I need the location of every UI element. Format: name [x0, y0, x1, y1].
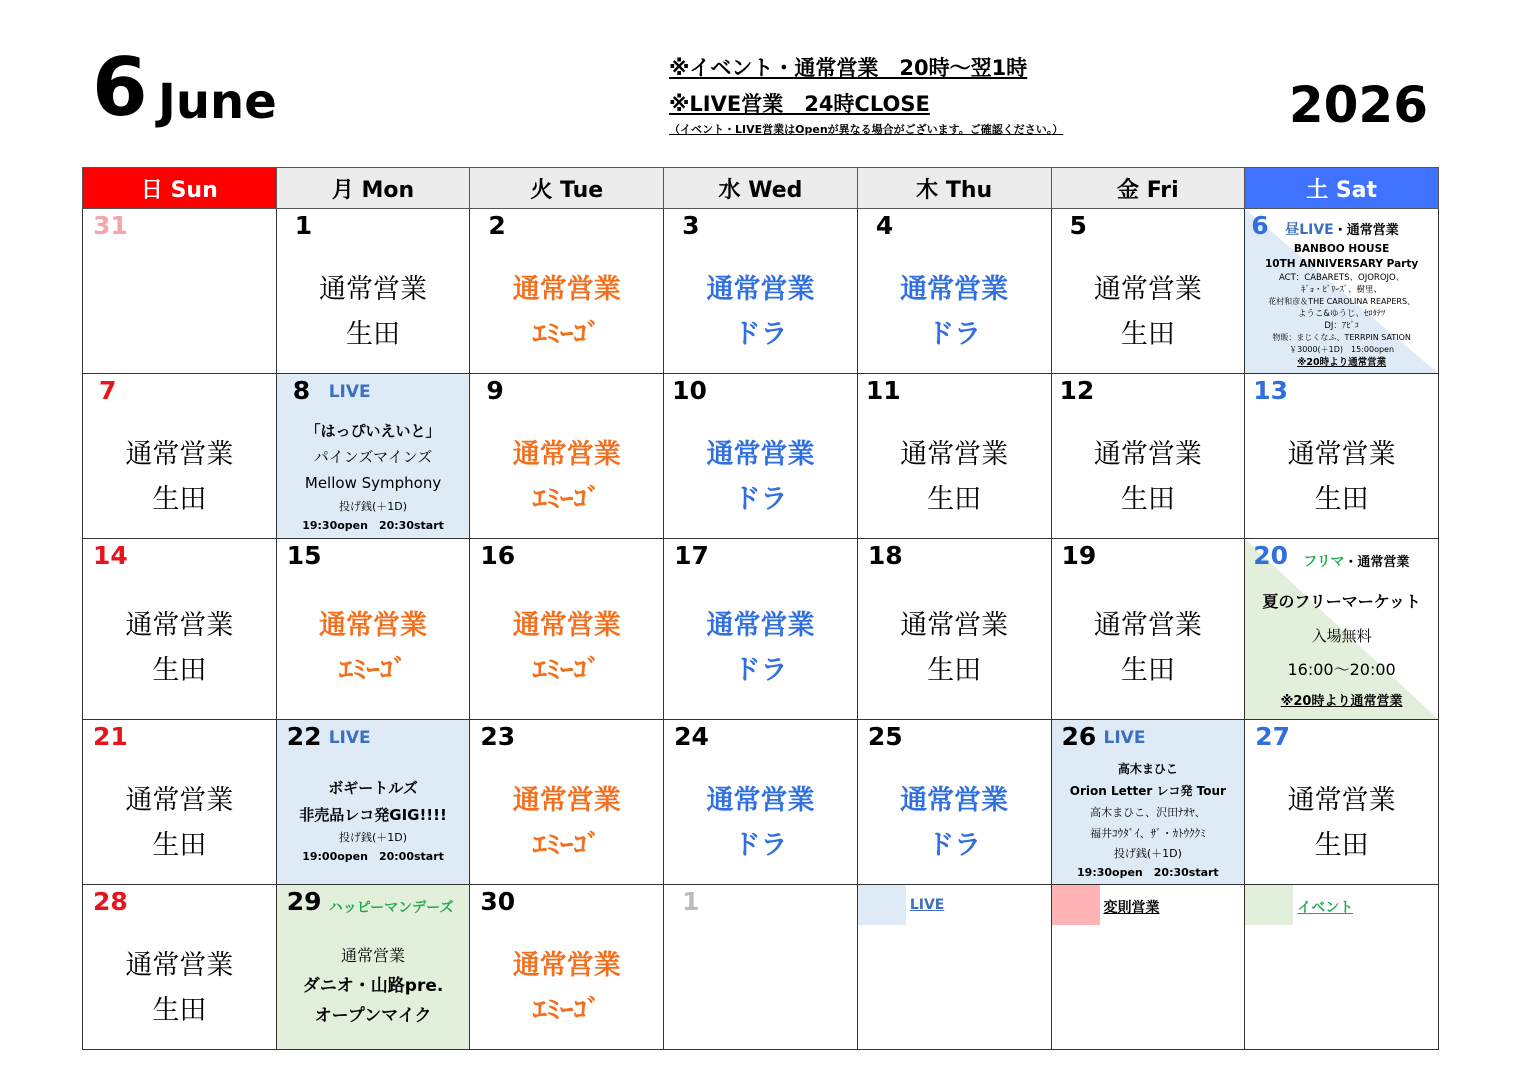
day-cell-9 — [470, 374, 664, 539]
hours-note-disclaimer: （イベント・LIVE営業はOpenが異なる場合がございます。ご確認ください。） — [669, 123, 1064, 136]
legend-irregular — [1051, 885, 1245, 1050]
day-number: 19 — [1061, 541, 1097, 570]
regular-label: 通常営業 — [319, 610, 428, 641]
staff-label: 生田 — [1120, 655, 1175, 686]
regular-label: 通常営業 — [125, 610, 234, 641]
day-number: 1 — [682, 887, 700, 916]
event-time: 16:00～20:00 — [1287, 660, 1396, 679]
day-cell-10 — [664, 374, 858, 539]
day-number: 30 — [480, 887, 516, 916]
day-number: 22 — [286, 722, 322, 751]
day-number: 18 — [867, 541, 903, 570]
staff-label: 生田 — [927, 484, 982, 515]
day-number: 17 — [674, 541, 709, 570]
staff-label: 生田 — [927, 655, 982, 686]
day-number: 13 — [1253, 376, 1289, 405]
week-row — [83, 374, 1439, 539]
live-tag: LIVE — [328, 728, 371, 748]
regular-label: 通常営業 — [1287, 439, 1396, 470]
day-cell-5 — [1051, 209, 1245, 374]
hours-note-event: ※イベント・通常営業 20時～翌1時 — [669, 56, 1028, 80]
event-time: 19:30open 20:30start — [1077, 866, 1219, 879]
legend-irregular-label: 変則営業 — [1103, 900, 1160, 916]
regular-label: 通常営業 — [1093, 610, 1202, 641]
day-number: 24 — [674, 722, 709, 751]
regular-label: 通常営業 — [512, 950, 621, 981]
day-cell-17 — [664, 539, 858, 720]
regular-label: 通常営業 — [900, 439, 1009, 470]
day-cell-27 — [1245, 720, 1439, 885]
day-number: 29 — [286, 887, 322, 916]
legend-event-label: イベント — [1297, 900, 1354, 916]
staff-label: ｴﾐｰｺﾞ — [533, 655, 601, 686]
day-cell-6 — [1245, 209, 1439, 374]
regular-label: 通常営業 — [512, 274, 621, 305]
day-cell-18 — [857, 539, 1051, 720]
regular-label: 通常営業 — [900, 610, 1009, 641]
day-number: 7 — [99, 376, 117, 405]
staff-label: 生田 — [1120, 484, 1175, 515]
day-number: 11 — [865, 376, 901, 405]
event-act: ｷﾞｮ・ﾋﾞﾘｰｽﾞ、樹里、 — [1301, 285, 1382, 295]
regular-label: 通常営業 — [900, 274, 1009, 305]
staff-label: 生田 — [346, 319, 401, 350]
regular-label: 通常営業 — [706, 274, 815, 305]
day-number: 12 — [1059, 376, 1095, 405]
event-vendor: 物販：まじくなふ、TERRPIN SATION — [1272, 333, 1411, 342]
day-number: 15 — [286, 541, 322, 570]
event-title: ダニオ・山路pre. — [302, 976, 444, 996]
weekday-sat: 土 Sat — [1245, 168, 1439, 209]
staff-label: ドラ — [733, 319, 788, 350]
event-type-tag: 昼LIVE・通常営業 — [1285, 222, 1399, 238]
event-act: ようこ&ゆうじ、ｾﾛﾀﾃﾂ — [1297, 309, 1386, 319]
weekday-fri: 金 Fri — [1051, 168, 1245, 209]
event-subtitle: Orion Letter レコ発 Tour — [1069, 784, 1226, 798]
event-artist: Mellow Symphony — [304, 474, 442, 492]
day-cell-12 — [1051, 374, 1245, 539]
day-number: 25 — [867, 722, 903, 751]
day-cell-4 — [857, 209, 1051, 374]
day-cell-25 — [857, 720, 1051, 885]
legend-event — [1245, 885, 1439, 1050]
weekday-mon: 月 Mon — [276, 168, 470, 209]
day-cell-26 — [1051, 720, 1245, 885]
week-row — [83, 539, 1439, 720]
day-cell-15 — [276, 539, 470, 720]
staff-label: ｴﾐｰｺﾞ — [533, 319, 601, 350]
staff-label: ドラ — [733, 830, 788, 861]
legend-irregular-swatch — [1052, 885, 1100, 925]
staff-label: ドラ — [733, 655, 788, 686]
event-title: 「はっぴいえいと」 — [305, 422, 441, 440]
day-cell-1 — [276, 209, 470, 374]
day-cell-30 — [470, 885, 664, 1050]
day-cell-28 — [83, 885, 277, 1050]
day-number: 28 — [93, 887, 128, 916]
regular-label: 通常営業 — [1093, 274, 1202, 305]
event-note: ※20時より通常営業 — [1297, 357, 1387, 368]
event-price: ￥3000(＋1D) 15:00open — [1289, 345, 1395, 354]
day-cell-20 — [1245, 539, 1439, 720]
regular-label: 通常営業 — [125, 439, 234, 470]
regular-label: 通常営業 — [706, 439, 815, 470]
regular-label: 通常営業 — [125, 785, 234, 816]
day-cell-21 — [83, 720, 277, 885]
regular-label: 通常営業 — [1093, 439, 1202, 470]
day-number: 5 — [1069, 211, 1087, 240]
day-cell-22 — [276, 720, 470, 885]
day-number: 1 — [294, 211, 313, 240]
event-title: 高木まひこ — [1117, 762, 1178, 776]
day-number: 4 — [875, 211, 894, 240]
month-name: June — [158, 74, 277, 130]
event-admission: 入場無料 — [1311, 627, 1372, 645]
legend-live — [857, 885, 1051, 1050]
regular-label: 通常営業 — [512, 610, 621, 641]
day-number: 2 — [488, 211, 506, 240]
staff-label: 生田 — [1314, 830, 1369, 861]
week-row — [83, 885, 1439, 1050]
regular-label: 通常営業 — [706, 610, 815, 641]
event-artist: 福井ｺｳﾀﾞｲ、ｻﾞ・ｶﾄｳｸｸﾐ — [1090, 827, 1206, 840]
year: 2026 — [1288, 76, 1428, 134]
hours-note-live: ※LIVE営業 24時CLOSE — [669, 92, 930, 116]
day-cell-24 — [664, 720, 858, 885]
regular-label: 通常営業 — [1287, 785, 1396, 816]
legend-live-swatch — [858, 885, 906, 925]
event-subtitle: オープンマイク — [314, 1006, 432, 1026]
staff-label: ドラ — [733, 484, 788, 515]
weekday-thu: 木 Thu — [857, 168, 1051, 209]
event-artist: パインズマインズ — [313, 448, 433, 466]
staff-label: 生田 — [152, 830, 207, 861]
legend-event-swatch — [1245, 885, 1293, 925]
day-cell-7 — [83, 374, 277, 539]
day-cell-16 — [470, 539, 664, 720]
event-title: 夏のフリーマーケット — [1262, 592, 1421, 611]
weekday-sun: 日 Sun — [83, 168, 277, 209]
staff-label: 生田 — [1314, 484, 1369, 515]
day-cell-11 — [857, 374, 1051, 539]
day-cell-3 — [664, 209, 858, 374]
regular-label: 通常営業 — [341, 946, 406, 965]
regular-label: 通常営業 — [319, 274, 428, 305]
day-cell-2 — [470, 209, 664, 374]
event-artist: 高木まひこ、沢田ﾅｵﾔ、 — [1090, 806, 1206, 819]
regular-label: 通常営業 — [900, 785, 1009, 816]
regular-label: 通常営業 — [125, 950, 234, 981]
month-number: 6 — [92, 41, 148, 134]
event-title: ボギートルズ — [328, 779, 418, 797]
day-cell-19 — [1051, 539, 1245, 720]
staff-label: ｴﾐｰｺﾞ — [533, 995, 601, 1026]
day-cell-13 — [1245, 374, 1439, 539]
day-cell-14 — [83, 539, 277, 720]
staff-label: ｴﾐｰｺﾞ — [533, 484, 601, 515]
day-cell-prev-31 — [83, 209, 277, 374]
live-tag: LIVE — [328, 382, 371, 402]
event-fee: 投げ銭(＋1D) — [339, 500, 408, 513]
day-number: 8 — [292, 376, 311, 405]
week-row — [83, 720, 1439, 885]
day-number: 3 — [682, 211, 700, 240]
event-subtitle: 10TH ANNIVERSARY Party — [1265, 258, 1419, 270]
day-cell-29 — [276, 885, 470, 1050]
staff-label: 生田 — [152, 995, 207, 1026]
event-time: 19:00open 20:00start — [302, 850, 444, 863]
live-tag: LIVE — [1103, 728, 1146, 748]
staff-label: ｴﾐｰｺﾞ — [339, 655, 407, 686]
week-row — [83, 209, 1439, 374]
staff-label: 生田 — [152, 484, 207, 515]
staff-label: 生田 — [152, 655, 207, 686]
day-number: 23 — [480, 722, 516, 751]
event-act: 花村和彦＆THE CAROLINA REAPERS、 — [1268, 297, 1416, 306]
legend-live-label: LIVE — [909, 897, 945, 913]
weekday-tue: 火 Tue — [470, 168, 664, 209]
calendar-grid — [82, 167, 1439, 1050]
event-type-tag: フリマ・通常営業 — [1303, 554, 1410, 570]
day-number: 26 — [1061, 722, 1097, 751]
regular-label: 通常営業 — [706, 785, 815, 816]
day-number: 6 — [1251, 211, 1269, 240]
regular-label: 通常営業 — [512, 439, 621, 470]
day-cell-next-1 — [664, 885, 858, 1050]
regular-label: 通常営業 — [512, 785, 621, 816]
event-title: BANBOO HOUSE — [1293, 243, 1390, 255]
day-cell-23 — [470, 720, 664, 885]
event-fee: 投げ銭(＋1D) — [1113, 847, 1182, 860]
day-number: 14 — [93, 541, 128, 570]
staff-label: ｴﾐｰｺﾞ — [533, 830, 601, 861]
staff-label: ドラ — [927, 319, 982, 350]
day-number: 9 — [486, 376, 504, 405]
day-number: 10 — [672, 376, 707, 405]
staff-label: 生田 — [1120, 319, 1175, 350]
holiday-tag: ハッピーマンデーズ — [328, 900, 454, 916]
staff-label: ドラ — [927, 830, 982, 861]
event-subtitle: 非売品レコ発GIG!!!! — [299, 806, 447, 824]
weekday-header-row — [83, 168, 1439, 209]
day-number: 20 — [1253, 541, 1289, 570]
day-cell-8 — [276, 374, 470, 539]
event-fee: 投げ銭(＋1D) — [339, 831, 408, 844]
event-dj: DJ：ｱﾋﾞｺ — [1324, 321, 1359, 331]
day-number: 21 — [93, 722, 128, 751]
day-number: 16 — [480, 541, 516, 570]
event-time: 19:30open 20:30start — [302, 519, 444, 532]
weekday-wed: 水 Wed — [664, 168, 858, 209]
day-number: 27 — [1255, 722, 1291, 751]
day-number: 31 — [93, 211, 128, 240]
event-note: ※20時より通常営業 — [1280, 694, 1403, 709]
event-act: ACT：CABARETS、OJOROJO、 — [1278, 273, 1405, 283]
